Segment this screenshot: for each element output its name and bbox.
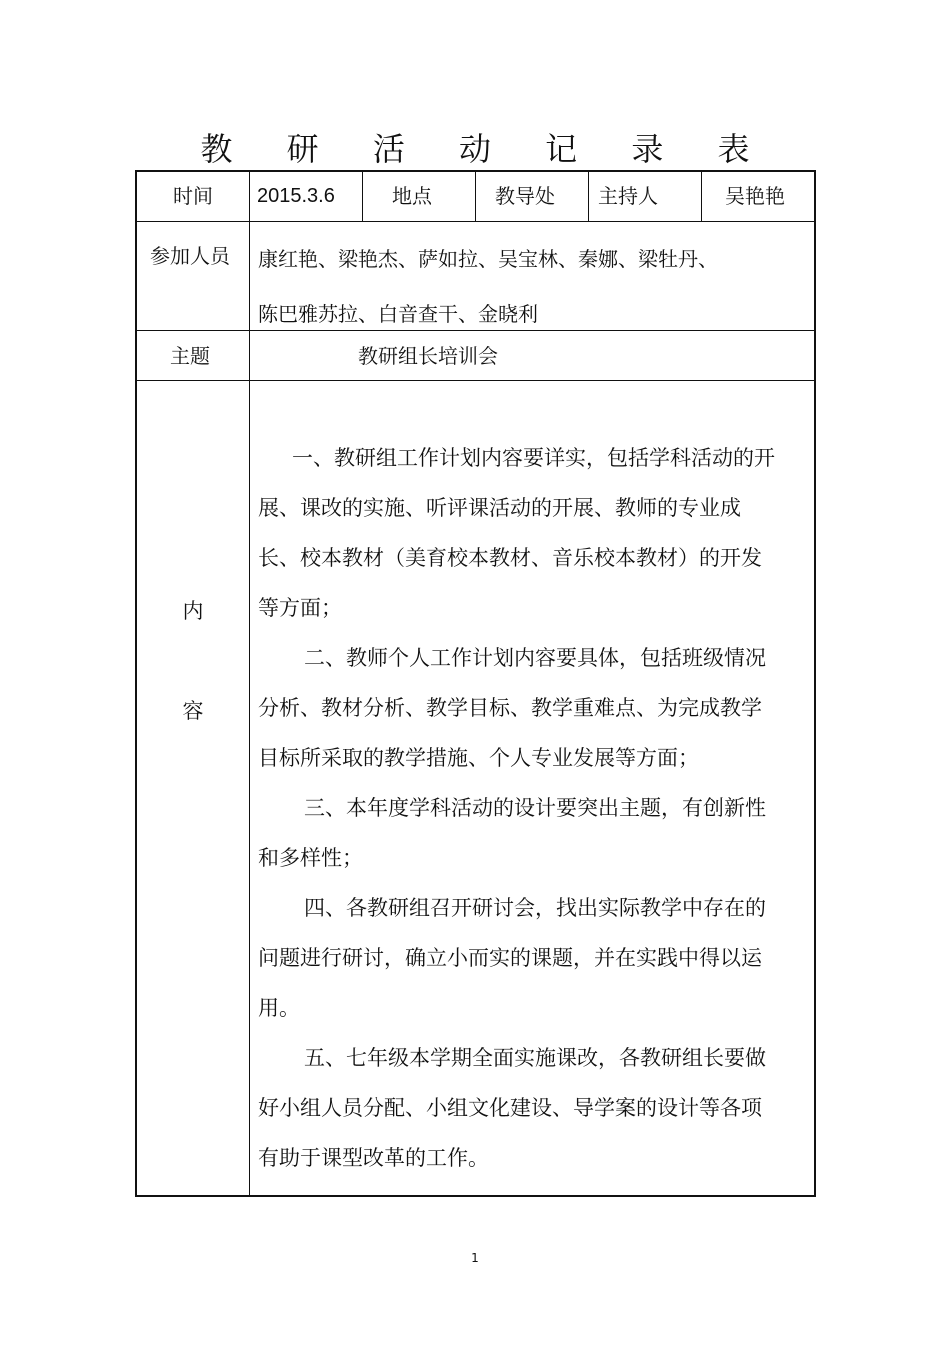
time-value: 2015.3.6 xyxy=(257,185,335,207)
participants-label: 参加人员 xyxy=(150,244,230,268)
host-value: 吴艳艳 xyxy=(725,184,785,208)
row-divider xyxy=(137,221,814,222)
page-title: 教 研 活 动 记 录 表 xyxy=(200,130,772,168)
topic-label: 主题 xyxy=(170,344,210,368)
column-divider xyxy=(588,172,589,221)
participants-line-1: 康红艳、梁艳杰、萨如拉、吴宝林、秦娜、梁牡丹、 xyxy=(258,247,718,271)
participants-line-2: 陈巴雅苏拉、白音查干、金晓利 xyxy=(258,302,538,326)
content-paragraph-3: 三、本年度学科活动的设计要突出主题，有创新性和多样性； xyxy=(258,796,766,870)
page-number: 1 xyxy=(471,1251,479,1265)
row-divider xyxy=(137,380,814,381)
column-divider xyxy=(249,172,250,1195)
host-label: 主持人 xyxy=(598,184,658,208)
content-label-char-2: 容 xyxy=(182,699,204,723)
content-paragraph-1: 一、教研组工作计划内容要详实，包括学科活动的开展、课改的实施、听评课活动的开展、教师的专业成长、校本教材（美育校本教材、音乐校本教材）的开发等方面； xyxy=(258,446,775,620)
content-paragraph-5: 五、七年级本学期全面实施课改，各教研组长要做好小组人员分配、小组文化建设、导学案的设计等各项有助于课型改革的工作。 xyxy=(258,1046,766,1170)
content-paragraph-4: 四、各教研组召开研讨会，找出实际教学中存在的问题进行研讨，确立小而实的课题，并在实践中得以运用。 xyxy=(258,896,766,1020)
row-divider xyxy=(137,330,814,331)
place-label: 地点 xyxy=(392,184,432,208)
content-label-char-1: 内 xyxy=(182,599,204,623)
content-paragraph-2: 二、教师个人工作计划内容要具体，包括班级情况分析、教材分析、教学目标、教学重难点、为完成教学目标所采取的教学措施、个人专业发展等方面； xyxy=(258,646,766,770)
time-label: 时间 xyxy=(173,184,213,208)
topic-value: 教研组长培训会 xyxy=(358,344,498,368)
place-value: 教导处 xyxy=(495,184,555,208)
